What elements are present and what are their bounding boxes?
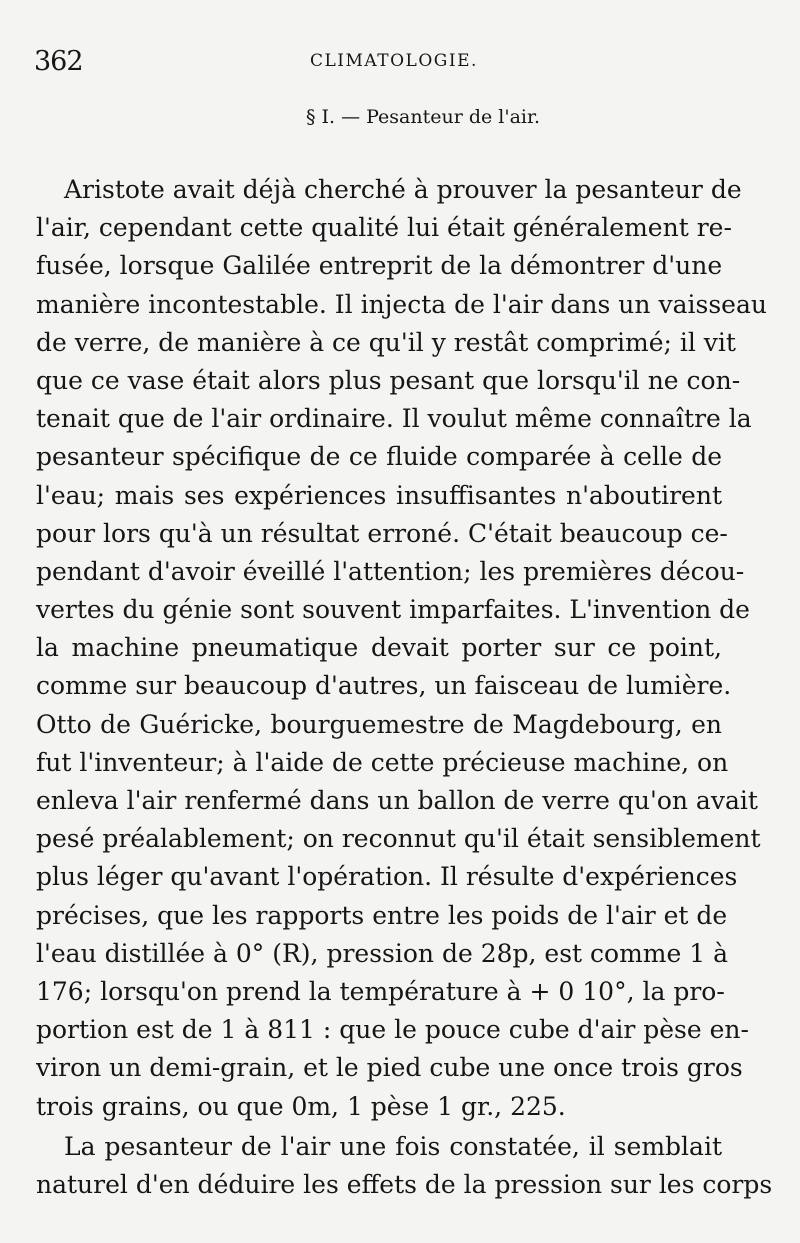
text-line: manière incontestable. Il injecta de l'air dans un vaisseau [36,289,767,319]
text-line: l'eau; mais ses expériences insuffisantes n'aboutirent [36,480,722,510]
body-text [36,171,773,1204]
running-head: CLIMATOLOGIE. [310,51,478,71]
text-line: Aristote avait déjà cherché à prouver la pesanteur de [64,175,742,204]
text-line: l'eau distillée à 0° (R), pression de 28p, est comme 1 à [36,938,728,968]
text-line: pesanteur spécifique de ce fluide comparée à celle de [36,442,722,472]
text-line: fut l'inventeur; à l'aide de cette précieuse machine, on [36,747,729,777]
text-line: enleva l'air renfermé dans un ballon de verre qu'on avait [36,786,758,815]
text-line: fusée, lorsque Galilée entreprit de la démontrer d'une [36,251,723,281]
text-line: pour lors qu'à un résultat erroné. C'était beaucoup ce- [36,518,728,548]
text-line: de verre, de manière à ce qu'il y restât comprimé; il vit [36,327,736,357]
text-line: pesé préalablement; on reconnut qu'il était sensiblement [36,824,761,854]
text-line: l'air, cependant cette qualité lui était généralement re- [36,213,732,243]
text-line: précises, que les rapports entre les poids de l'air et de [36,900,728,930]
text-line: vertes du génie sont souvent imparfaites. L'invention de [36,595,750,625]
text-line: La pesanteur de l'air une fois constatée, il semblait [64,1131,722,1161]
paragraph-1 [36,171,767,1126]
page-number: 362 [34,46,83,77]
section-title: § I. — Pesanteur de l'air. [305,106,541,128]
text-line: trois grains, ou que 0m, 1 pèse 1 gr., 225. [36,1091,566,1121]
text-line: viron un demi-grain, et le pied cube une once trois gros [36,1053,743,1083]
text-line: tenait que de l'air ordinaire. Il voulut même connaître la [36,404,752,434]
text-line: portion est de 1 à 811 : que le pouce cube d'air pèse en- [36,1015,749,1045]
text-line: comme sur beaucoup d'autres, un faisceau de lumière. [36,671,732,701]
text-line: naturel d'en déduire les effets de la pression sur les corps [36,1169,773,1199]
page-header [34,46,774,76]
text-line: Otto de Guéricke, bourguemestre de Magdebourg, en [36,709,722,739]
text-line: pendant d'avoir éveillé l'attention; les premières décou- [36,556,745,586]
paragraph-2 [36,1128,773,1204]
text-line: 176; lorsqu'on prend la température à + 0 10°, la pro- [36,976,725,1006]
text-line: que ce vase était alors plus pesant que lorsqu'il ne con- [36,365,741,395]
text-line: la machine pneumatique devait porter sur ce point, [36,633,722,663]
text-line: plus léger qu'avant l'opération. Il résulte d'expériences [36,862,738,892]
